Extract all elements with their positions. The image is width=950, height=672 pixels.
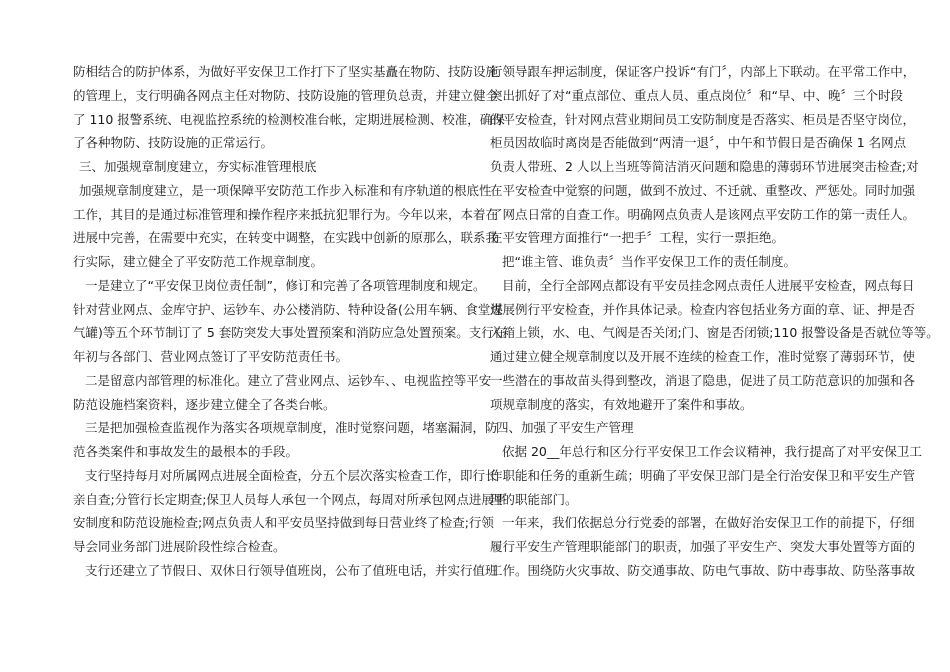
right-column [490, 60, 939, 583]
text-line: 行实际，建立健全了平安防范工作规章制度。 [73, 254, 324, 269]
text-line: 项规章制度的落实，有效地避开了案件和事故。 [490, 396, 753, 412]
text-line: 在平安管理方面推行“一把手〞工程，实行一票拒绝。 [490, 230, 784, 246]
text-line: 三是把加强检查监视作为落实各项规章制度，准时觉察问题，堵塞漏洞，防 [85, 420, 498, 436]
text-line: 的平安检查，针对网点营业期间员工安防制度是否落实、柜员是否坚守岗位， [490, 111, 916, 127]
section-heading: 三、加强规章制度建立，夯实标准管理根底 [79, 159, 317, 174]
text-line: 行领导跟车押运制度，保证客户投诉“有门〞，内部上下联动。在平常工作中， [490, 64, 916, 79]
text-line: 范各类案件和事故发生的最根本的手段。 [73, 444, 299, 459]
text-line: 在平安检查中觉察的问题，做到不放过、不迁就、重整改、严惩处。同时加强 [490, 182, 916, 198]
text-line: 一些潜在的事故苗头得到整改，消退了隐患，促进了员工防范意识的加强和各 [490, 372, 916, 388]
text-line: 理的职能部门。 [490, 491, 578, 507]
text-line: 一是建立了“平安保卫岗位责任制”，修订和完善了各项管理制度和规定。 [85, 277, 486, 293]
text-line: 负责人带班、2 人以上当班等简洁消灭问题和隐患的薄弱环节进展突击检查;对 [490, 159, 919, 174]
text-line: 柜员因故临时离岗是否能做到“两清一退〞，中午和节假日是否确保 1 名网点 [490, 135, 907, 151]
text-line: 依据 20__年总行和区分行平安保卫工作会议精神，我行提高了对平安保卫工 [502, 444, 922, 459]
text-line: 支行还建立了节假日、双休日行领导值班岗，公布了值班电话，并实行值班 [85, 562, 498, 578]
text-line: 工作。围绕防火灾事故、防交通事故、防电气事故、防中毒事故、防坠落事故 [490, 562, 916, 578]
text-line: 履行平安生产管理职能部门的职责，加强了平安生产、突发大事处置等方面的 [490, 539, 916, 554]
text-line: 入箱上锁，水、电、气阀是否关闭;门、窗是否闭锁;110 报警设备是否就位等等。 [490, 325, 939, 341]
text-line: 导会同业务部门进展阶段性综合检查。 [73, 539, 286, 554]
text-line: 气罐)等五个环节制订了 5 套防突发大事处置预案和消防应急处置预案。支行在 [73, 325, 507, 341]
text-line: 进展例行平安检查，并作具体记录。检查内容包括业务方面的章、证、押是否 [490, 301, 916, 317]
text-line: 通过建立健全规章制度以及开展不连续的检查工作，准时觉察了薄弱环节，使 [490, 349, 916, 364]
text-line: 亲自查;分管行长定期查;保卫人员每人承包一个网点，每周对所承包网点进展平 [73, 491, 507, 507]
text-line: 作职能和任务的重新生疏；明确了平安保卫部门是全行治安保卫和平安生产管 [490, 467, 916, 483]
text-line: 一年来，我们依据总分行党委的部署，在做好治安保卫工作的前提下，仔细 [502, 515, 915, 531]
text-line: 针对营业网点、金库守护、运钞车、办公楼消防、特种设备(公用车辆、食堂煤 [73, 301, 503, 317]
text-line: 进展中完善，在需要中充实，在转变中调整，在实践中创新的原那么，联系我 [73, 230, 499, 246]
section-heading: 四、加强了平安生产管理 [496, 420, 634, 436]
text-line: 年初与各部门、营业网点签订了平安防范责任书。 [73, 349, 349, 364]
text-line: 加强规章制度建立，是一项保障平安防范工作步入标准和有序轨道的根底性 [79, 182, 492, 198]
text-line: 了各种物防、技防设施的正常运行。 [73, 135, 274, 151]
left-column [73, 60, 507, 583]
text-line: 防相结合的防护体系，为做好平安保卫工作打下了坚实基矗在物防、技防设施 [73, 64, 499, 79]
text-line: 安制度和防范设施检查;网点负责人和平安员坚持做到每日营业终了检查;行领 [73, 515, 494, 531]
text-line: 的管理上，支行明确各网点主任对物防、技防设施的管理负总责，并建立健全 [73, 87, 499, 103]
text-line: 二是留意内部管理的标准化。建立了营业网点、运钞车、、电视监控等平安 [85, 372, 492, 388]
text-line: 了 110 报警系统、电视监控系统的检测校准台帐，定期进展检测、校准，确保 [73, 111, 505, 127]
text-line: 了网点日常的自查工作。明确网点负责人是该网点平安防工作的第一责任人。 [490, 206, 916, 222]
text-line: 突出抓好了对“重点部位、重点人员、重点岗位〞和“早、中、晚〞三个时段 [490, 87, 903, 103]
text-line: 把“谁主管、谁负责〞当作平安保卫工作的责任制度。 [502, 254, 796, 269]
text-line: 工作，其目的是通过标准管理和操作程序来抵抗犯罪行为。今年以来，本着在 [73, 206, 499, 222]
text-line: 防范设施档案资料，逐步建立健全了各类台帐。 [73, 396, 336, 412]
text-line: 目前，全行全部网点都设有平安员挂念网点责任人进展平安检查，网点每日 [502, 277, 915, 293]
text-line: 支行坚持每月对所属网点进展全面检查，分五个层次落实检查工作，即行长 [85, 467, 498, 483]
